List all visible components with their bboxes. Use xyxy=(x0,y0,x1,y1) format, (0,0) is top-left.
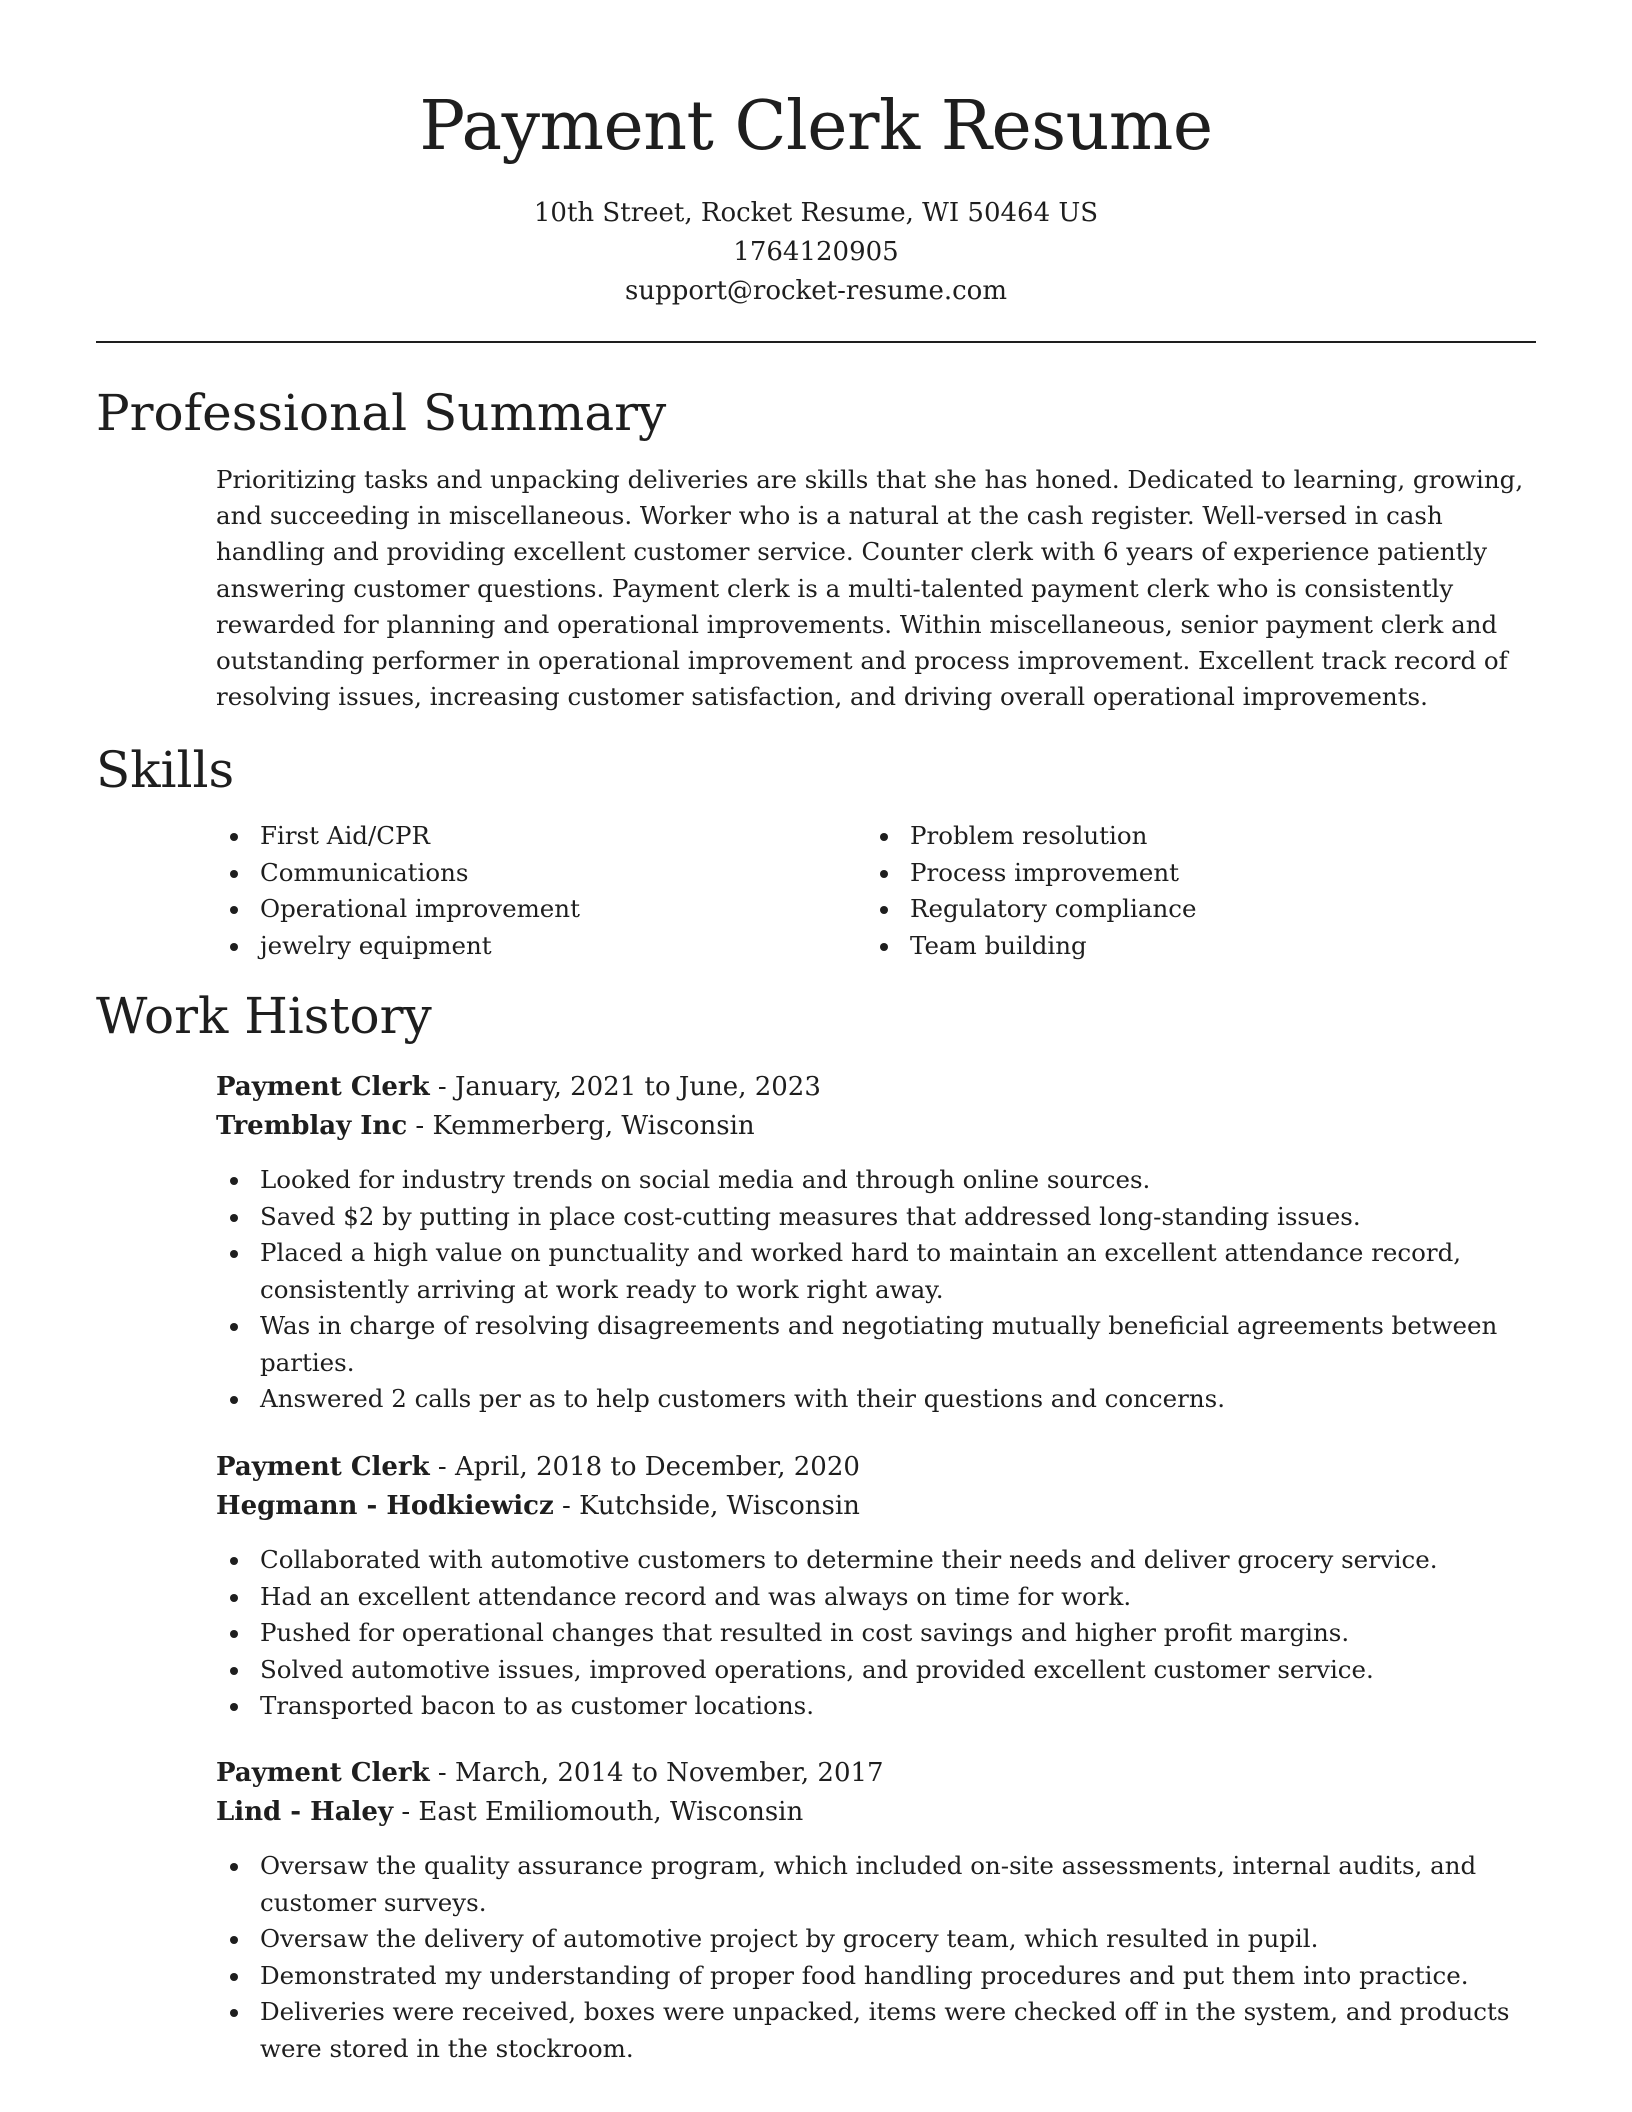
duty-item: Transported bacon to as customer locations. xyxy=(216,1688,1541,1725)
duty-item: Solved automotive issues, improved operations, and provided excellent customer service. xyxy=(216,1652,1541,1689)
summary-text: Prioritizing tasks and unpacking deliveries are skills that she has honed. Dedicated to learning, growing, and succeeding in miscellaneous. Worker who is a natural at the cash register. Well-versed in cash handling and providing excellent customer service. Counter clerk with 6 years of experience patiently answering customer questions. Payment clerk is a multi-talented payment clerk who is consistently rewarded for planning and operational improvements. Within miscellaneous, senior payment clerk and outstanding performer in operational improvement and process improvement. Excellent track record of resolving issues, increasing customer satisfaction, and driving overall operational improvements. xyxy=(216,465,1524,712)
duty-item: Pushed for operational changes that resulted in cost savings and higher profit margins. xyxy=(216,1615,1541,1652)
duty-item: Oversaw the quality assurance program, which included on-site assessments, internal audits, and customer surveys. xyxy=(216,1848,1541,1921)
job-title-line: Payment Clerk - April, 2018 to December, 2020 xyxy=(216,1452,860,1482)
skill-item: Regulatory compliance xyxy=(866,891,1516,928)
skill-item: Operational improvement xyxy=(216,891,866,928)
summary-heading: Professional Summary xyxy=(96,384,667,442)
skills-column-left xyxy=(216,818,866,964)
job-dates: April, 2018 to December, 2020 xyxy=(454,1452,860,1482)
duty-item: Deliveries were received, boxes were unpacked, items were checked off in the system, and products were stored in the stockroom. xyxy=(216,1994,1541,2067)
skill-item: Team building xyxy=(866,928,1516,965)
duty-item: Answered 2 calls per as to help customers with their questions and concerns. xyxy=(216,1381,1541,1418)
job-title: Payment Clerk xyxy=(216,1452,430,1482)
job-company: Lind - Haley xyxy=(216,1797,394,1827)
job-dates: January, 2021 to June, 2023 xyxy=(454,1072,821,1102)
skills-list xyxy=(216,818,1536,964)
duty-item: Looked for industry trends on social media and through online sources. xyxy=(216,1162,1541,1199)
job-entry xyxy=(216,1448,1541,1725)
job-title-line: Payment Clerk - January, 2021 to June, 2023 xyxy=(216,1072,821,1102)
job-entry xyxy=(216,1068,1541,1418)
contact-phone: 1764120905 xyxy=(733,237,899,267)
resume-header xyxy=(0,0,1632,311)
skill-item: Process improvement xyxy=(866,855,1516,892)
skill-item: First Aid/CPR xyxy=(216,818,866,855)
contact-email: support@rocket-resume.com xyxy=(624,276,1007,306)
job-title: Payment Clerk xyxy=(216,1758,430,1788)
skills-column-right xyxy=(866,818,1516,964)
job-location: Kutchside, Wisconsin xyxy=(579,1491,860,1521)
job-duties xyxy=(216,1542,1541,1725)
duty-item: Was in charge of resolving disagreements and negotiating mutually beneficial agreements between parties. xyxy=(216,1308,1541,1381)
job-company-line: Tremblay Inc - Kemmerberg, Wisconsin xyxy=(216,1111,755,1141)
skill-item: jewelry equipment xyxy=(216,928,866,965)
job-title: Payment Clerk xyxy=(216,1072,430,1102)
duty-item: Had an excellent attendance record and was always on time for work. xyxy=(216,1579,1541,1616)
job-location: East Emiliomouth, Wisconsin xyxy=(418,1797,804,1827)
skills-heading: Skills xyxy=(96,741,235,799)
job-company-line: Hegmann - Hodkiewicz - Kutchside, Wisconsin xyxy=(216,1491,860,1521)
job-title-line: Payment Clerk - March, 2014 to November, 2017 xyxy=(216,1758,884,1788)
duty-item: Collaborated with automotive customers to determine their needs and deliver grocery service. xyxy=(216,1542,1541,1579)
job-location: Kemmerberg, Wisconsin xyxy=(432,1111,755,1141)
duty-item: Saved $2 by putting in place cost-cutting measures that addressed long-standing issues. xyxy=(216,1199,1541,1236)
skill-item: Communications xyxy=(216,855,866,892)
skill-item: Problem resolution xyxy=(866,818,1516,855)
job-company: Tremblay Inc xyxy=(216,1111,408,1141)
duty-item: Placed a high value on punctuality and worked hard to maintain an excellent attendance record, consistently arriving at work ready to work right away. xyxy=(216,1235,1541,1308)
job-dates: March, 2014 to November, 2017 xyxy=(454,1758,884,1788)
page-title: Payment Clerk Resume xyxy=(419,87,1213,166)
header-divider xyxy=(96,341,1536,343)
job-duties xyxy=(216,1848,1541,2067)
contact-block xyxy=(0,194,1632,311)
job-company: Hegmann - Hodkiewicz xyxy=(216,1491,554,1521)
duty-item: Demonstrated my understanding of proper food handling procedures and put them into practice. xyxy=(216,1958,1541,1995)
work-history-heading: Work History xyxy=(96,987,432,1045)
job-duties xyxy=(216,1162,1541,1418)
job-company-line: Lind - Haley - East Emiliomouth, Wisconsin xyxy=(216,1797,804,1827)
duty-item: Oversaw the delivery of automotive project by grocery team, which resulted in pupil. xyxy=(216,1921,1541,1958)
contact-address: 10th Street, Rocket Resume, WI 50464 US xyxy=(533,198,1099,228)
job-entry xyxy=(216,1754,1541,2067)
